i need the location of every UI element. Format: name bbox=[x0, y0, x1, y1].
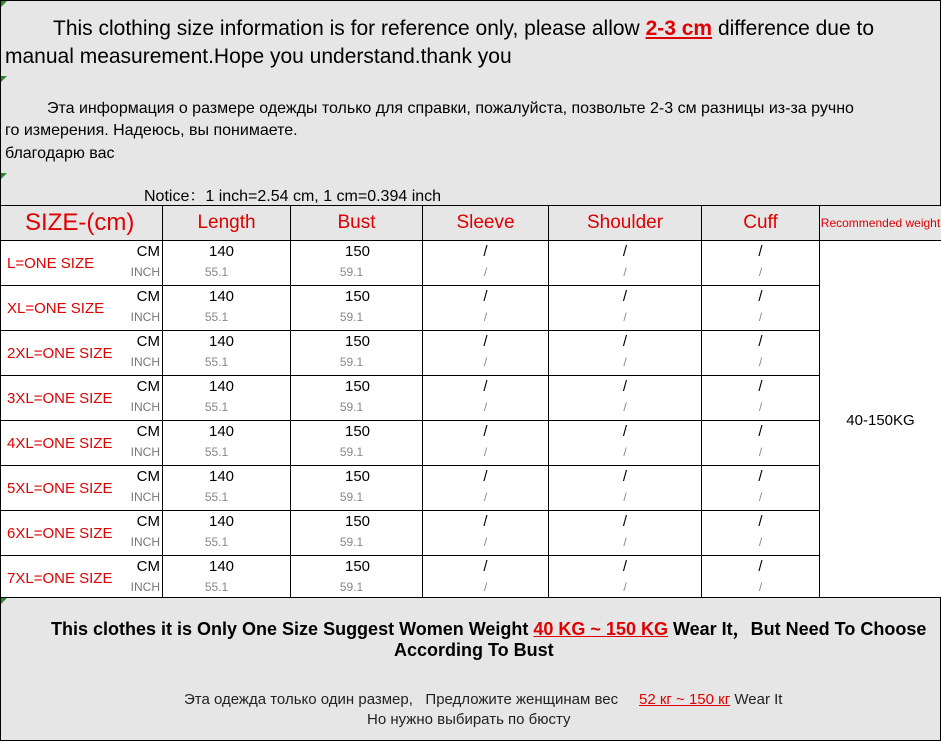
shoulder-cm-value: / bbox=[622, 243, 628, 260]
shoulder-cell bbox=[549, 421, 702, 466]
length-inch-value: 55.1 bbox=[204, 400, 229, 414]
sleeve-inch-value: / bbox=[483, 535, 488, 549]
bust-inch-value: 59.1 bbox=[339, 355, 364, 369]
cuff-cell bbox=[702, 421, 820, 466]
tolerance-highlight: 2-3 cm bbox=[645, 17, 713, 40]
sleeve-cm-value: / bbox=[483, 288, 488, 305]
length-inch-value: 55.1 bbox=[204, 580, 229, 594]
sleeve-cell bbox=[423, 511, 549, 556]
shoulder-inch-value: / bbox=[623, 445, 627, 459]
cuff-cm-value: / bbox=[758, 288, 763, 305]
footer-russian-line2: Но нужно выбирать по бюсту bbox=[367, 711, 571, 728]
length-cm-value: 140 bbox=[208, 378, 235, 395]
sleeve-inch-value: / bbox=[483, 580, 488, 594]
bust-inch-value: 59.1 bbox=[339, 400, 364, 414]
shoulder-inch-value: / bbox=[623, 580, 627, 594]
bust-inch-value: 59.1 bbox=[339, 535, 364, 549]
corner-mark bbox=[1, 173, 7, 179]
cuff-inch-value: / bbox=[758, 265, 763, 279]
sleeve-cell bbox=[423, 286, 549, 331]
unit-inch: INCH bbox=[130, 310, 160, 324]
shoulder-inch-value: / bbox=[623, 310, 627, 324]
cuff-cm-value: / bbox=[758, 333, 763, 350]
header-english-text: This clothing size information is for reference only, please allow bbox=[53, 17, 646, 40]
unit-cm: CM bbox=[136, 558, 160, 575]
header-length: Length bbox=[163, 206, 291, 241]
header-recommended-weight: Recommended weight bbox=[820, 206, 941, 241]
cuff-cell bbox=[702, 466, 820, 511]
sleeve-cell bbox=[423, 376, 549, 421]
unit-inch: INCH bbox=[130, 445, 160, 459]
size-cell bbox=[1, 421, 163, 466]
cuff-inch-value: / bbox=[758, 490, 763, 504]
length-cm-value: 140 bbox=[208, 558, 235, 575]
sleeve-cm-value: / bbox=[483, 243, 488, 260]
shoulder-cell bbox=[549, 241, 702, 286]
bust-cell bbox=[291, 286, 423, 331]
length-cell bbox=[163, 556, 291, 601]
cuff-inch-value: / bbox=[758, 310, 763, 324]
footer-panel bbox=[0, 597, 941, 741]
cuff-cell bbox=[702, 286, 820, 331]
header-cuff: Cuff bbox=[702, 206, 820, 241]
cuff-cell bbox=[702, 376, 820, 421]
shoulder-cell bbox=[549, 331, 702, 376]
sleeve-inch-value: / bbox=[483, 400, 488, 414]
shoulder-cm-value: / bbox=[622, 513, 628, 530]
size-cell bbox=[1, 556, 163, 601]
size-cell bbox=[1, 241, 163, 286]
unit-notice: Notice：1 inch=2.54 cm, 1 cm=0.394 inch bbox=[144, 188, 442, 205]
header-english-line1 bbox=[53, 17, 874, 41]
bust-cell bbox=[291, 376, 423, 421]
unit-cm: CM bbox=[136, 468, 160, 485]
header-english-line2: manual measurement.Hope you understand.thank you bbox=[5, 45, 512, 68]
length-cell bbox=[163, 466, 291, 511]
size-label: 5XL=ONE SIZE bbox=[7, 480, 113, 497]
shoulder-cm-value: / bbox=[622, 333, 628, 350]
unit-cm: CM bbox=[136, 288, 160, 305]
size-cell bbox=[1, 286, 163, 331]
unit-inch: INCH bbox=[130, 580, 160, 594]
shoulder-cm-value: / bbox=[622, 378, 628, 395]
table-row bbox=[1, 376, 941, 421]
size-label: 2XL=ONE SIZE bbox=[7, 345, 113, 362]
shoulder-inch-value: / bbox=[623, 265, 627, 279]
unit-inch: INCH bbox=[130, 400, 160, 414]
length-cm-value: 140 bbox=[208, 513, 235, 530]
bust-inch-value: 59.1 bbox=[339, 265, 364, 279]
length-cm-value: 140 bbox=[208, 243, 235, 260]
length-cm-value: 140 bbox=[208, 333, 235, 350]
bust-cell bbox=[291, 466, 423, 511]
bust-cell bbox=[291, 556, 423, 601]
unit-inch: INCH bbox=[130, 535, 160, 549]
header-russian-line3: благодарю вас bbox=[5, 145, 115, 162]
footer-english-text: This clothes it is Only One Size Suggest Women Weight bbox=[51, 619, 534, 639]
length-cell bbox=[163, 376, 291, 421]
sleeve-cm-value: / bbox=[483, 513, 488, 530]
cuff-cell bbox=[702, 241, 820, 286]
bust-cell bbox=[291, 511, 423, 556]
shoulder-cell bbox=[549, 466, 702, 511]
bust-inch-value: 59.1 bbox=[339, 310, 364, 324]
table-row bbox=[1, 421, 941, 466]
size-label: 7XL=ONE SIZE bbox=[7, 570, 113, 587]
bust-cell bbox=[291, 331, 423, 376]
length-inch-value: 55.1 bbox=[204, 355, 229, 369]
bust-cell bbox=[291, 421, 423, 466]
table-row bbox=[1, 286, 941, 331]
sleeve-inch-value: / bbox=[483, 265, 488, 279]
table-header-row bbox=[1, 206, 941, 241]
length-inch-value: 55.1 bbox=[204, 265, 229, 279]
sleeve-inch-value: / bbox=[483, 310, 488, 324]
unit-inch: INCH bbox=[130, 265, 160, 279]
bust-cm-value: 150 bbox=[344, 333, 371, 350]
corner-mark bbox=[1, 76, 7, 82]
table-row bbox=[1, 556, 941, 601]
shoulder-inch-value: / bbox=[623, 535, 627, 549]
size-cell bbox=[1, 331, 163, 376]
footer-russian-text-end: Wear It bbox=[730, 691, 783, 708]
cuff-cm-value: / bbox=[758, 513, 763, 530]
cuff-cell bbox=[702, 511, 820, 556]
cuff-inch-value: / bbox=[758, 355, 763, 369]
footer-english-line1 bbox=[51, 615, 926, 641]
sleeve-inch-value: / bbox=[483, 490, 488, 504]
shoulder-cell bbox=[549, 376, 702, 421]
cuff-cm-value: / bbox=[758, 243, 763, 260]
footer-russian-weight: 52 кг ~ 150 кг bbox=[638, 691, 731, 708]
bust-cm-value: 150 bbox=[344, 288, 371, 305]
size-table bbox=[0, 205, 941, 601]
sleeve-cm-value: / bbox=[483, 378, 488, 395]
shoulder-cell bbox=[549, 511, 702, 556]
footer-russian-text: Эта одежда только один размер, Предложите женщинам вес bbox=[184, 691, 639, 708]
bust-cm-value: 150 bbox=[344, 423, 371, 440]
unit-cm: CM bbox=[136, 243, 160, 260]
table-row bbox=[1, 331, 941, 376]
bust-cm-value: 150 bbox=[344, 468, 371, 485]
header-sleeve: Sleeve bbox=[423, 206, 549, 241]
corner-mark bbox=[1, 1, 7, 7]
unit-inch: INCH bbox=[130, 490, 160, 504]
unit-cm: CM bbox=[136, 423, 160, 440]
shoulder-inch-value: / bbox=[623, 490, 627, 504]
bust-cm-value: 150 bbox=[344, 243, 371, 260]
cuff-inch-value: / bbox=[758, 400, 763, 414]
footer-russian-line1 bbox=[184, 691, 782, 708]
unit-inch: INCH bbox=[130, 355, 160, 369]
sleeve-cm-value: / bbox=[483, 468, 488, 485]
length-cm-value: 140 bbox=[208, 288, 235, 305]
length-cell bbox=[163, 421, 291, 466]
size-label: 4XL=ONE SIZE bbox=[7, 435, 113, 452]
sleeve-cm-value: / bbox=[483, 558, 488, 575]
sleeve-cell bbox=[423, 556, 549, 601]
length-inch-value: 55.1 bbox=[204, 310, 229, 324]
sleeve-cm-value: / bbox=[483, 333, 488, 350]
sleeve-inch-value: / bbox=[483, 355, 488, 369]
table-row bbox=[1, 466, 941, 511]
length-cm-value: 140 bbox=[208, 468, 235, 485]
sleeve-cell bbox=[423, 241, 549, 286]
header-russian-line2: го измерения. Надеюсь, вы понимаете. bbox=[5, 122, 298, 139]
cuff-inch-value: / bbox=[758, 580, 763, 594]
bust-inch-value: 59.1 bbox=[339, 445, 364, 459]
header-russian-line1: Эта информация о размере одежды только для справки, пожалуйста, позвольте 2-3 см разницы из-за ручно bbox=[47, 100, 854, 117]
cuff-cm-value: / bbox=[758, 378, 763, 395]
shoulder-cell bbox=[549, 286, 702, 331]
bust-inch-value: 59.1 bbox=[339, 490, 364, 504]
header-panel bbox=[0, 0, 941, 207]
length-inch-value: 55.1 bbox=[204, 445, 229, 459]
footer-english-line2: According To Bust bbox=[394, 640, 554, 660]
length-cell bbox=[163, 286, 291, 331]
bust-cell bbox=[291, 241, 423, 286]
length-inch-value: 55.1 bbox=[204, 535, 229, 549]
sleeve-inch-value: / bbox=[483, 445, 488, 459]
cuff-cm-value: / bbox=[758, 468, 763, 485]
shoulder-cm-value: / bbox=[622, 423, 628, 440]
footer-english-text-end: Wear It，But Need To Choose bbox=[667, 619, 927, 639]
length-cell bbox=[163, 331, 291, 376]
size-cell bbox=[1, 466, 163, 511]
shoulder-inch-value: / bbox=[623, 355, 627, 369]
bust-inch-value: 59.1 bbox=[339, 580, 364, 594]
shoulder-cm-value: / bbox=[622, 288, 628, 305]
size-label: L=ONE SIZE bbox=[7, 255, 95, 272]
cuff-cm-value: / bbox=[758, 558, 763, 575]
size-cell bbox=[1, 376, 163, 421]
recommended-weight-value: 40-150KG bbox=[820, 241, 941, 601]
size-label: XL=ONE SIZE bbox=[7, 300, 105, 317]
sleeve-cell bbox=[423, 331, 549, 376]
cuff-cm-value: / bbox=[758, 423, 763, 440]
shoulder-cm-value: / bbox=[622, 468, 628, 485]
table-row bbox=[1, 511, 941, 556]
length-cell bbox=[163, 241, 291, 286]
bust-cm-value: 150 bbox=[344, 378, 371, 395]
unit-cm: CM bbox=[136, 378, 160, 395]
bust-cm-value: 150 bbox=[344, 558, 371, 575]
unit-cm: CM bbox=[136, 333, 160, 350]
size-cell bbox=[1, 511, 163, 556]
shoulder-cell bbox=[549, 556, 702, 601]
length-cell bbox=[163, 511, 291, 556]
header-size: SIZE-(cm) bbox=[1, 206, 163, 241]
sleeve-cell bbox=[423, 466, 549, 511]
cuff-inch-value: / bbox=[758, 445, 763, 459]
shoulder-cm-value: / bbox=[622, 558, 628, 575]
size-label: 6XL=ONE SIZE bbox=[7, 525, 113, 542]
sleeve-cell bbox=[423, 421, 549, 466]
sleeve-cm-value: / bbox=[483, 423, 488, 440]
header-english-text-end: difference due to bbox=[712, 17, 875, 40]
unit-cm: CM bbox=[136, 513, 160, 530]
header-shoulder: Shoulder bbox=[549, 206, 702, 241]
header-bust: Bust bbox=[291, 206, 423, 241]
cuff-cell bbox=[702, 556, 820, 601]
table-row bbox=[1, 241, 941, 286]
corner-mark bbox=[1, 598, 7, 604]
length-cm-value: 140 bbox=[208, 423, 235, 440]
shoulder-inch-value: / bbox=[623, 400, 627, 414]
cuff-inch-value: / bbox=[758, 535, 763, 549]
size-label: 3XL=ONE SIZE bbox=[7, 390, 113, 407]
bust-cm-value: 150 bbox=[344, 513, 371, 530]
weight-range-highlight: 40 KG ~ 150 KG bbox=[533, 619, 668, 639]
length-inch-value: 55.1 bbox=[204, 490, 229, 504]
cuff-cell bbox=[702, 331, 820, 376]
